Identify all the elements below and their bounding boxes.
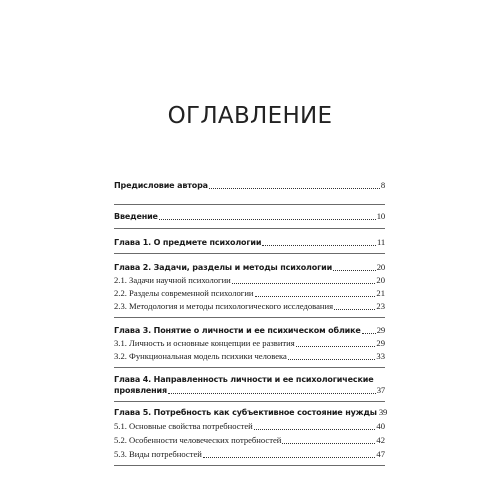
toc-entry-title: Глава 3. Понятие о личности и ее психическом облике <box>114 326 361 335</box>
leader-dots <box>209 187 380 189</box>
toc-page-number: 10 <box>376 211 385 221</box>
toc-entry-section-2-3[interactable] <box>114 301 385 312</box>
toc-entry-title: 5.1. Основные свойства потребностей <box>114 421 253 431</box>
toc-entry-title-continued: проявления <box>114 386 168 395</box>
toc-page-number: 8 <box>380 180 385 190</box>
toc-page-number: 39 <box>378 407 388 417</box>
toc-entry-section-2-1[interactable] <box>114 275 385 286</box>
toc-entry-title: 3.1. Личность и основные концепции ее развития <box>114 338 295 348</box>
toc-entry-title: Введение <box>114 212 158 221</box>
toc-page-number: 21 <box>376 288 385 298</box>
toc-entry-introduction[interactable] <box>114 211 385 222</box>
toc-page-number: 20 <box>376 275 385 285</box>
toc-entry-title: Глава 2. Задачи, разделы и методы психологии <box>114 263 333 272</box>
toc-entry-chapter-2[interactable] <box>114 262 385 273</box>
leader-dots <box>255 295 376 297</box>
toc-page-number: 37 <box>376 385 385 395</box>
toc-entry-section-2-2[interactable] <box>114 288 385 299</box>
toc-entry-title: 3.2. Функциональная модель психики человека <box>114 351 287 361</box>
toc-entry-chapter-3[interactable] <box>114 325 385 336</box>
toc-entry-title: 2.3. Методология и методы психологического исследования <box>114 301 334 311</box>
toc-entry-section-5-2[interactable] <box>114 435 385 446</box>
toc-page-number: 29 <box>376 338 385 348</box>
toc-page-number: 23 <box>376 301 385 311</box>
leader-dots <box>362 332 376 334</box>
toc-entry-chapter-5[interactable] <box>114 407 388 418</box>
toc-entry-section-5-3[interactable] <box>114 449 385 460</box>
leader-dots <box>334 308 375 310</box>
leader-dots <box>288 358 376 360</box>
toc-page-number: 20 <box>376 262 385 272</box>
toc-entry-title: Глава 4. Направленность личности и ее психологические <box>114 375 374 384</box>
toc-page-number: 42 <box>376 435 385 445</box>
leader-dots <box>296 345 376 347</box>
toc-entry-title: Предисловие автора <box>114 181 208 190</box>
toc-page-number: 33 <box>376 351 385 361</box>
page-title: ОГЛАВЛЕНИЕ <box>167 103 333 129</box>
toc-page-number: 47 <box>376 449 385 459</box>
leader-dots <box>254 428 376 430</box>
toc-entry-title: 2.1. Задачи научной психологии <box>114 275 231 285</box>
toc-page-number: 40 <box>376 421 385 431</box>
leader-dots <box>203 456 376 458</box>
toc-entry-title: Глава 5. Потребность как субъективное состояние нужды <box>114 408 377 417</box>
leader-dots <box>159 218 376 220</box>
toc-entry-chapter-4[interactable] <box>114 374 385 396</box>
toc-entry-chapter-1[interactable] <box>114 237 385 248</box>
toc-entry-title: 5.2. Особенности человеческих потребностей <box>114 435 282 445</box>
toc-page-number: 29 <box>376 325 385 335</box>
toc-entry-title: 2.2. Разделы современной психологии <box>114 288 254 298</box>
toc-entry-title: 5.3. Виды потребностей <box>114 449 202 459</box>
toc-entry-section-5-1[interactable] <box>114 421 385 432</box>
toc-page-number: 11 <box>377 237 385 247</box>
toc-entry-section-3-2[interactable] <box>114 351 385 362</box>
leader-dots <box>168 392 376 394</box>
leader-dots <box>282 442 375 444</box>
leader-dots <box>333 269 376 271</box>
toc-entry-section-3-1[interactable] <box>114 338 385 349</box>
leader-dots <box>232 282 376 284</box>
table-of-contents <box>114 180 388 466</box>
leader-dots <box>262 244 376 246</box>
toc-entry-title: Глава 1. О предмете психологии <box>114 238 262 247</box>
divider <box>114 465 385 466</box>
toc-entry-preface[interactable] <box>114 180 385 191</box>
